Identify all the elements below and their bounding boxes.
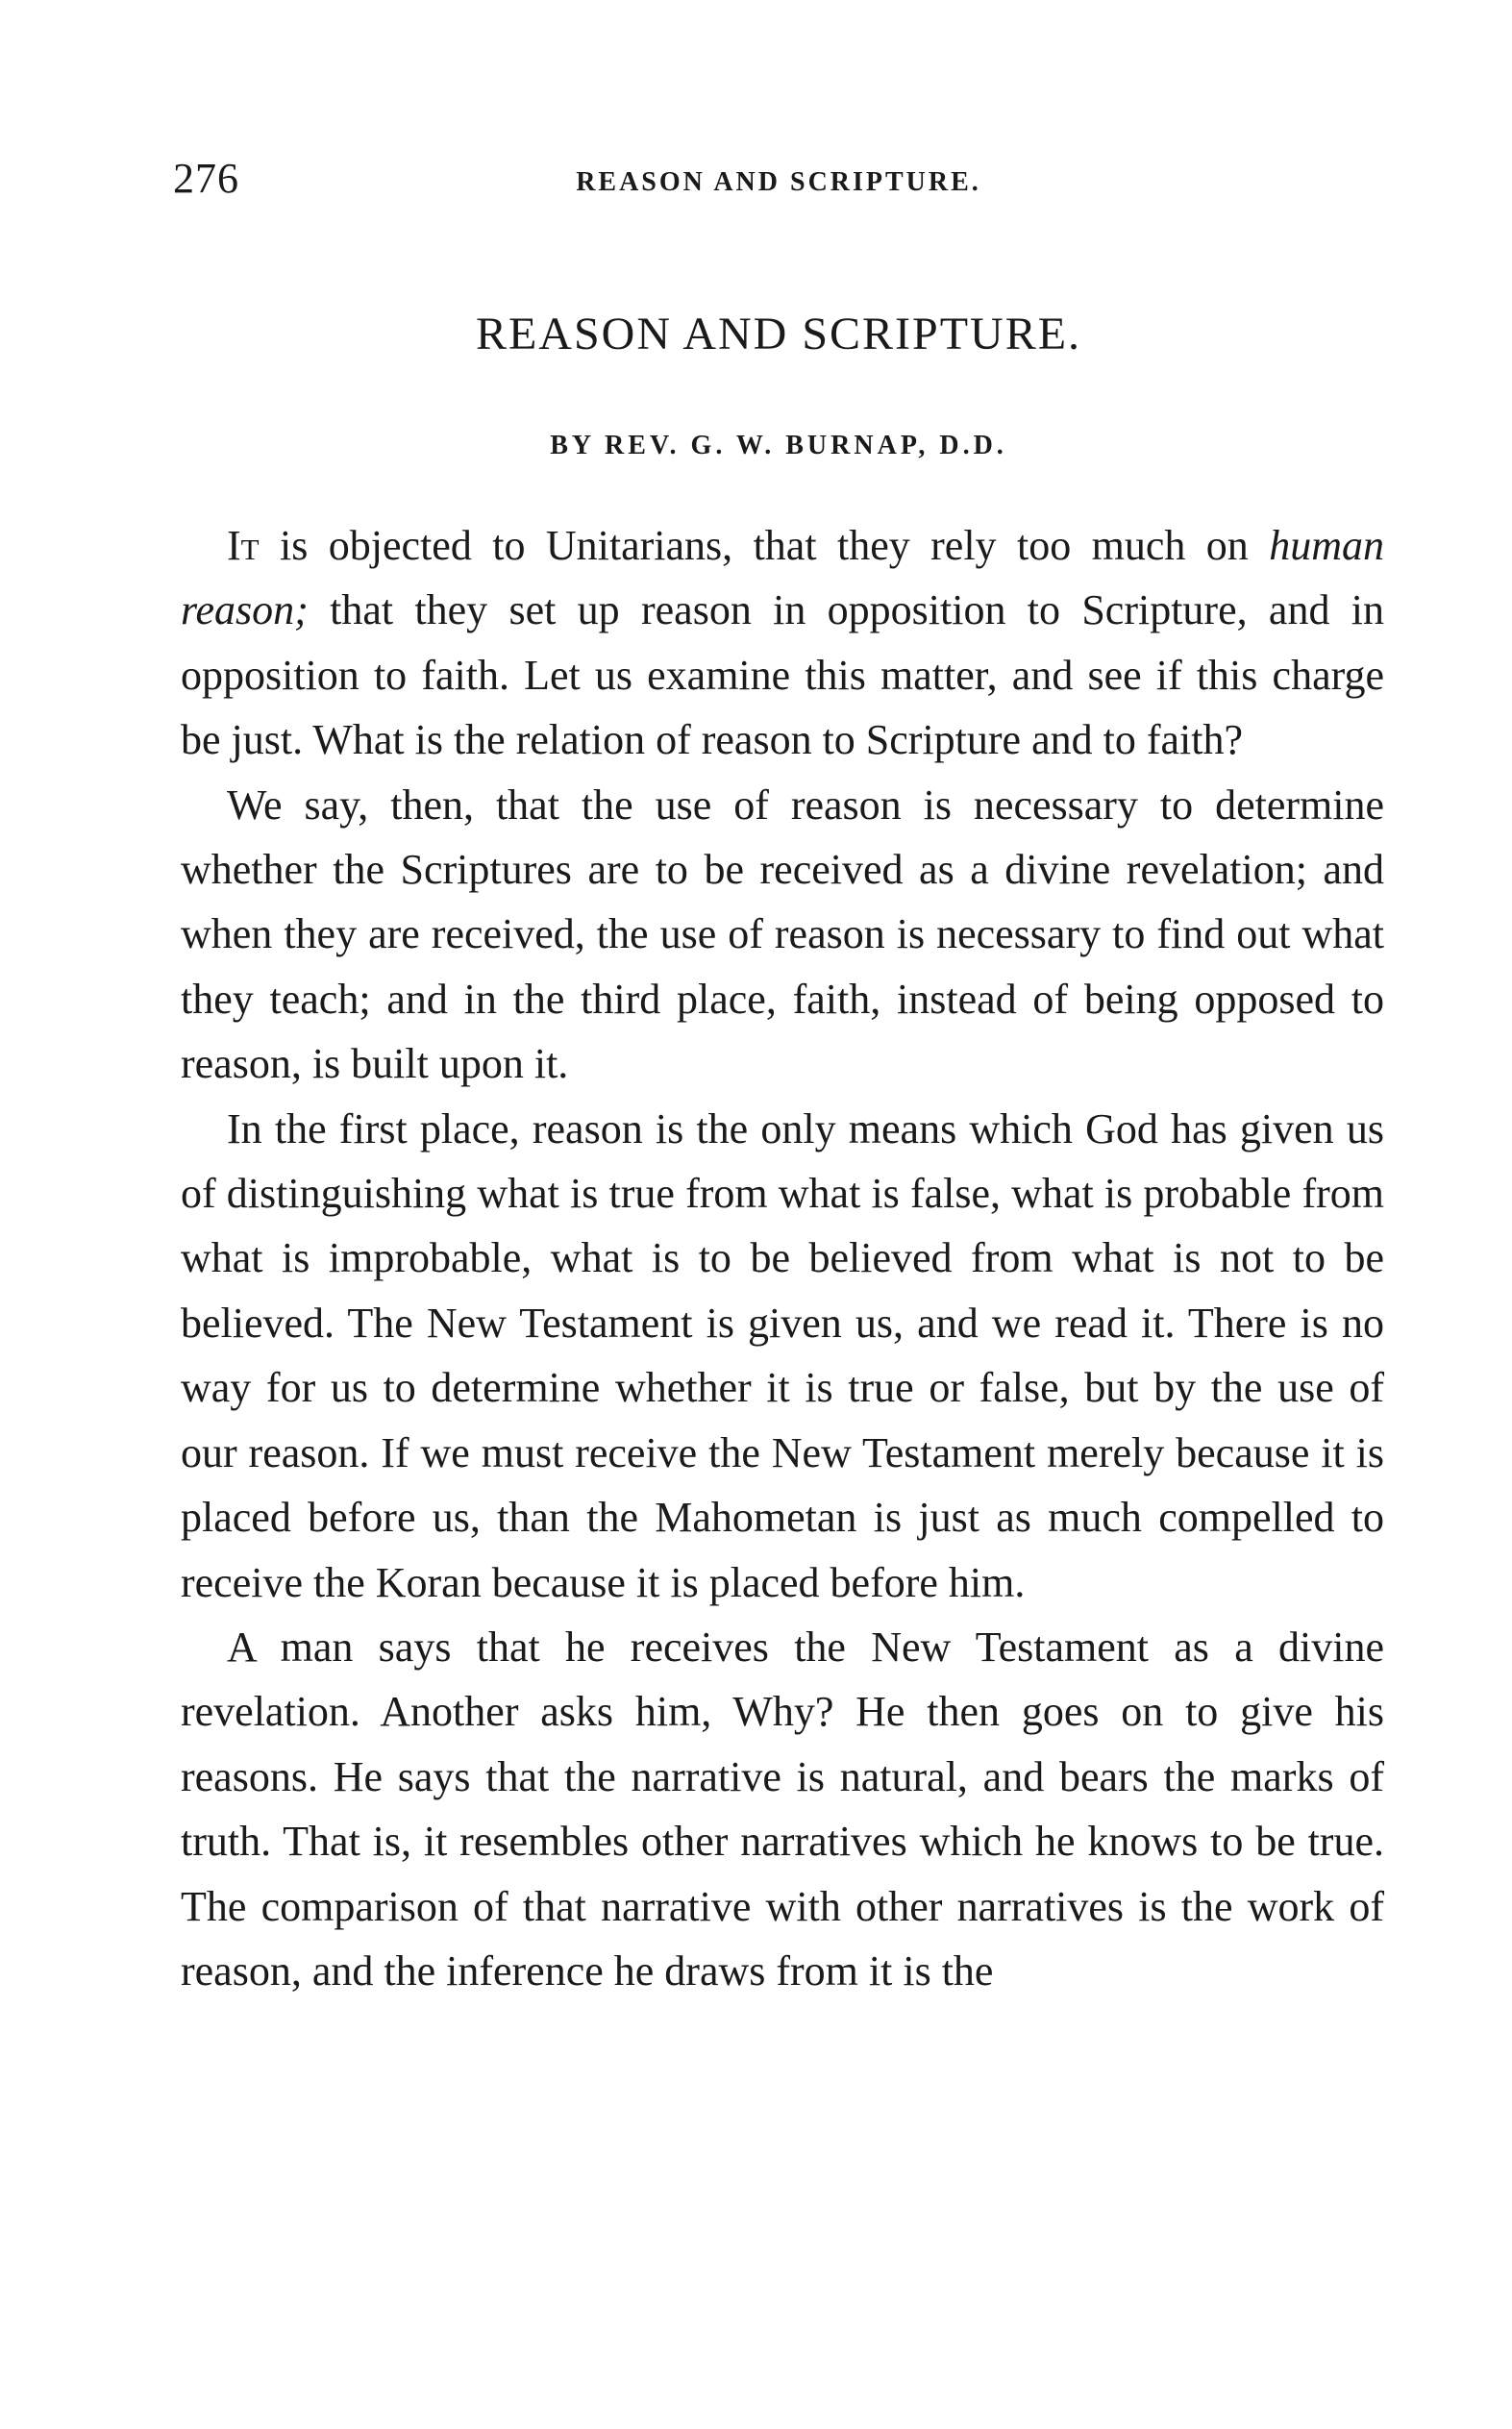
article-byline: BY REV. G. W. BURNAP, D.D.	[550, 431, 1007, 460]
running-head	[173, 154, 1384, 211]
page-number: 276	[173, 155, 239, 202]
article-title: REASON AND SCRIPTURE.	[475, 309, 1082, 359]
paragraph-text: that they set up reason in opposition to Scripture, and in opposition to faith. Let us examine this matter, and see if this charge be just. What is the relation of reason to Scripture and to faith?	[181, 586, 1384, 764]
article-body	[181, 513, 1384, 2003]
paragraph-lead-caps: It	[227, 522, 260, 569]
running-title: REASON AND SCRIPTURE.	[576, 167, 981, 197]
paragraph-2: We say, then, that the use of reason is necessary to determine whether the Scriptures are to be received as a divine revelation; and when they are received, the use of reason is necessary to find out what they teach; and in the third place, faith, instead of being opposed to reason, is built upon it.	[181, 781, 1384, 1088]
italic-phrase: human reason;	[181, 522, 1384, 634]
paragraph-3: In the first place, reason is the only means which God has given us of distinguishing what is true from what is false, what is probable from what is improbable, what is to be believed from what is not to be believed. The New Testament is given us, and we read it. There is no way for us to determine whether it is true or false, but by the use of our reason. If we must receive the New Testament merely because it is placed before us, than the Mahometan is just as much compelled to receive the Koran because it is placed before him.	[181, 1104, 1384, 1606]
paragraph-4: A man says that he receives the New Testament as a divine revelation. Another asks him, Why? He then goes on to give his reasons. He says that the narrative is natural, and bears the marks of truth. That is, it resembles other narratives which he knows to be true. The comparison of that narrative with other narratives is the work of reason, and the inference he draws from it is the	[181, 1623, 1384, 1995]
paragraph-text: is objected to Unitarians, that they rely too much on	[259, 522, 1270, 569]
paragraph-1	[181, 513, 1384, 773]
